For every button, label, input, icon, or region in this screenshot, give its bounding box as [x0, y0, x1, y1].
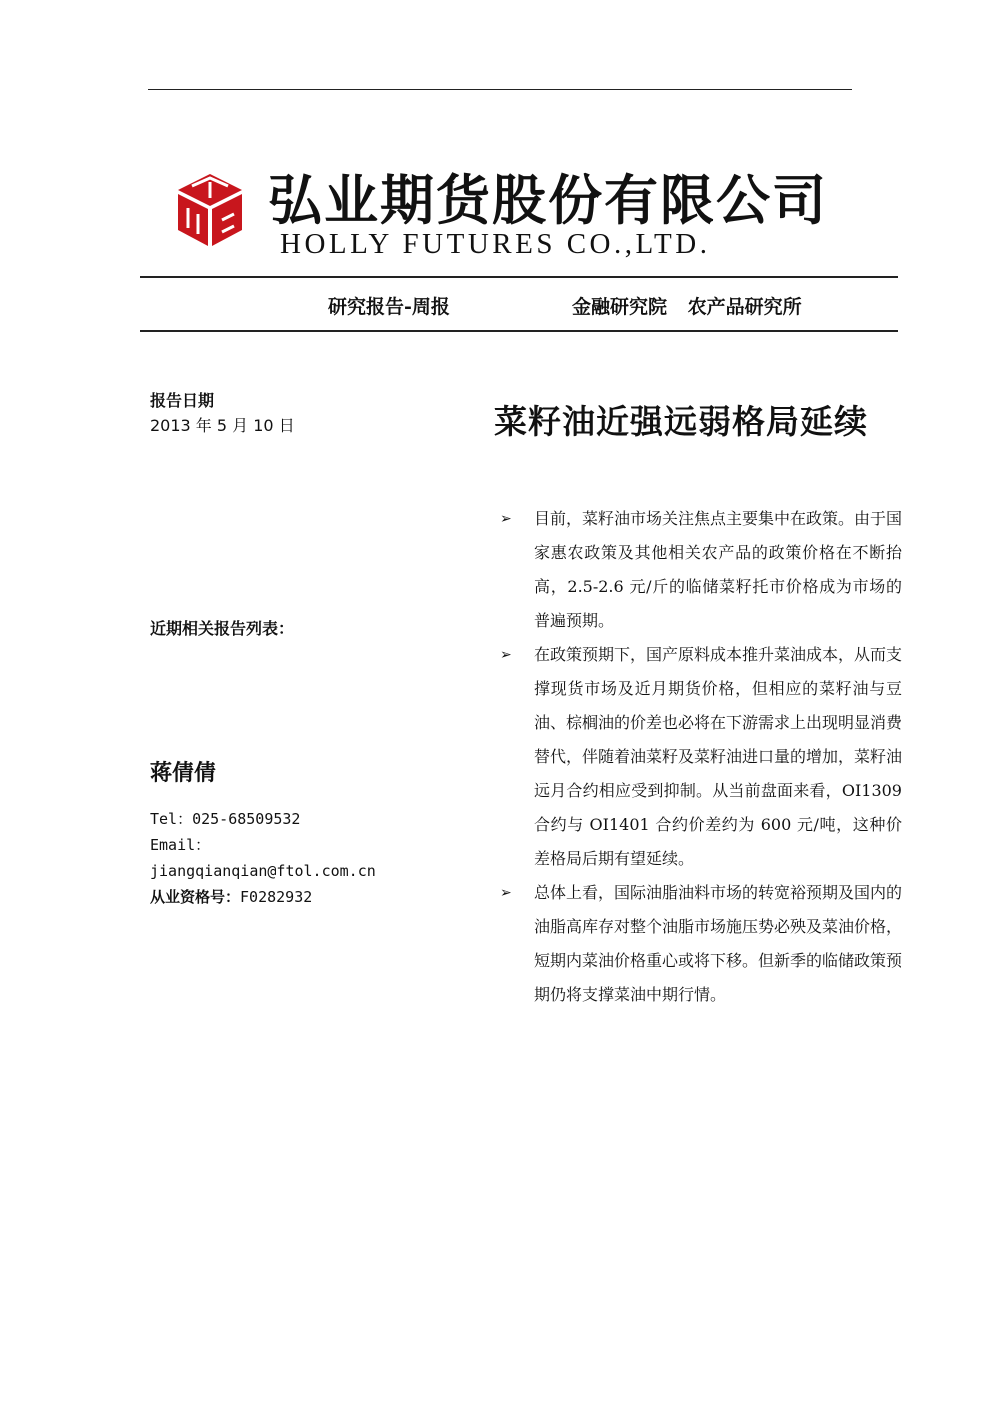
author-license	[150, 884, 376, 910]
arrow-bullet-icon: ➢	[500, 647, 512, 663]
band-rule-bottom	[140, 330, 898, 332]
report-date-value: 2013 年 5 月 10 日	[150, 416, 295, 435]
author-license-value: F0282932	[240, 888, 313, 906]
arrow-bullet-icon: ➢	[500, 885, 512, 901]
report-title: 菜籽油近强远弱格局延续	[494, 402, 868, 441]
research-institute: 金融研究院 农产品研究所	[572, 296, 802, 318]
company-logo-icon	[170, 168, 250, 248]
summary-text: 在政策预期下，国产原料成本推升菜油成本，从而支撑现货市场及近月期货价格，但相应的菜籽油与豆油、棕榈油的价差也必将在下游需求上出现明显消费替代，伴随着油菜籽及菜籽油进口量的增加，菜籽油远月合约相应受到抑制。从当前盘面来看，OI1309 合约与 OI1401 合约价差约为 600 元/吨，这种价差格局后期有望延续。	[534, 645, 903, 868]
related-reports-label: 近期相关报告列表：	[150, 619, 295, 638]
author-email-label: Email：	[150, 836, 211, 854]
header-rule	[148, 89, 852, 90]
summary-text: 总体上看，国际油脂油料市场的转宽裕预期及国内的油脂高库存对整个油脂市场施压势必殃及菜油价格，短期内菜油价格重心或将下移。但新季的临储政策预期仍将支撑菜油中期行情。	[534, 883, 903, 1004]
author-contact	[150, 806, 376, 910]
author-tel: Tel：025-68509532	[150, 810, 301, 828]
summary-item	[494, 876, 902, 1012]
arrow-bullet-icon: ➢	[500, 511, 512, 527]
summary-text: 目前，菜籽油市场关注焦点主要集中在政策。由于国家惠农政策及其他相关农产品的政策价格在不断抬高，2.5-2.6 元/斤的临储菜籽托市价格成为市场的普遍预期。	[534, 509, 903, 630]
author-name: 蒋倩倩	[150, 760, 217, 786]
report-type: 研究报告-周报	[328, 296, 450, 318]
author-license-label: 从业资格号：	[150, 888, 241, 906]
summary-item	[494, 638, 902, 876]
author-email[interactable]: jiangqianqian@ftol.com.cn	[150, 862, 376, 880]
band-rule-top	[140, 276, 898, 278]
report-date-label: 报告日期	[150, 391, 215, 410]
summary-item	[494, 502, 902, 638]
company-name-en: HOLLY FUTURES CO.,LTD.	[280, 228, 711, 260]
company-name-cn: 弘业期货股份有限公司	[268, 168, 828, 232]
summary-list	[494, 502, 902, 1012]
